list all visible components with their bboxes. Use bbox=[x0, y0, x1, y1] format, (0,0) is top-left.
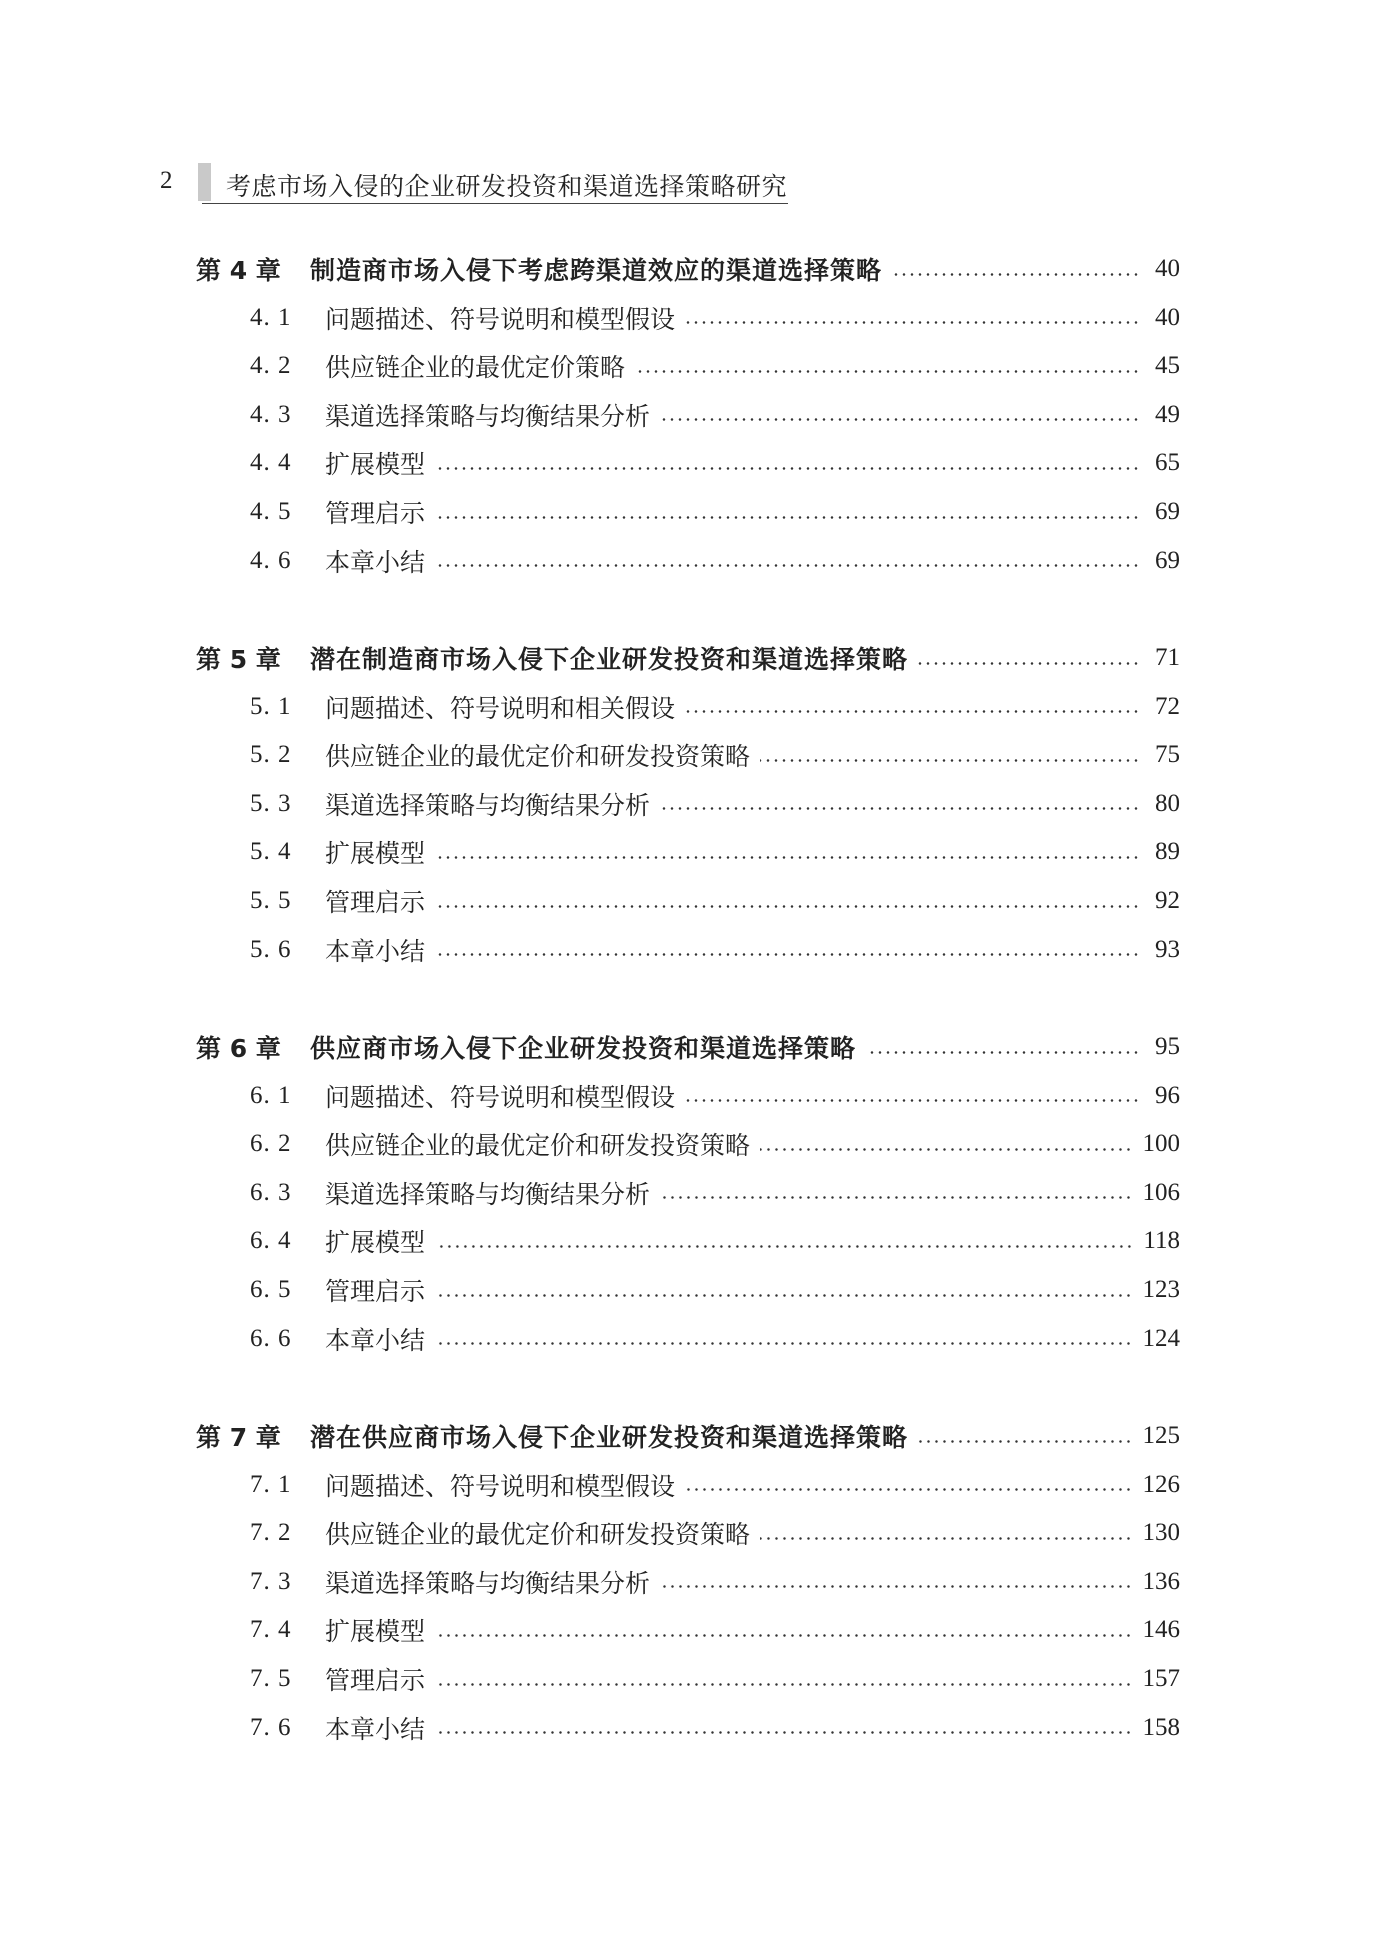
section-number: 6. 5 bbox=[250, 1276, 292, 1303]
section-entry[interactable] bbox=[250, 492, 1180, 532]
chapter-page-number: 71 bbox=[1155, 644, 1180, 671]
section-page-number: 126 bbox=[1142, 1470, 1180, 1498]
dot-leader bbox=[435, 564, 1140, 567]
section-title: 供应链企业的最优定价和研发投资策略 bbox=[325, 1520, 751, 1550]
section-title: 渠道选择策略与均衡结果分析 bbox=[325, 1179, 651, 1209]
section-number: 4. 5 bbox=[250, 498, 292, 525]
section-page-number: 124 bbox=[1142, 1324, 1180, 1352]
chapter-number: 第 5 章 bbox=[196, 645, 281, 674]
section-page-number: 146 bbox=[1142, 1616, 1180, 1644]
dot-leader bbox=[660, 807, 1140, 810]
section-entry[interactable] bbox=[250, 1124, 1180, 1164]
section-page-number: 123 bbox=[1142, 1276, 1180, 1303]
section-page-number: 89 bbox=[1155, 838, 1180, 866]
section-number: 6. 2 bbox=[250, 1130, 292, 1158]
chapter-page-number: 125 bbox=[1142, 1422, 1180, 1449]
chapter-page-number: 95 bbox=[1155, 1033, 1180, 1060]
dot-leader bbox=[435, 1245, 1133, 1248]
dot-leader bbox=[685, 710, 1140, 713]
section-title: 扩展模型 bbox=[325, 839, 426, 869]
section-entry[interactable] bbox=[250, 1319, 1180, 1359]
section-entry[interactable] bbox=[250, 1513, 1180, 1553]
section-title: 供应链企业的最优定价和研发投资策略 bbox=[325, 742, 751, 772]
section-page-number: 158 bbox=[1142, 1713, 1180, 1741]
section-title: 问题描述、符号说明和相关假设 bbox=[325, 693, 676, 723]
dot-leader bbox=[660, 1585, 1132, 1588]
section-title: 管理启示 bbox=[325, 1277, 426, 1306]
dot-leader bbox=[435, 1294, 1132, 1297]
section-title: 问题描述、符号说明和模型假设 bbox=[325, 304, 676, 334]
dot-leader bbox=[435, 1342, 1132, 1345]
section-title: 问题描述、符号说明和模型假设 bbox=[325, 1082, 676, 1112]
section-title: 问题描述、符号说明和模型假设 bbox=[325, 1471, 676, 1501]
dot-leader bbox=[435, 1634, 1132, 1637]
dot-leader bbox=[435, 516, 1140, 519]
section-page-number: 100 bbox=[1142, 1130, 1180, 1158]
section-title: 渠道选择策略与均衡结果分析 bbox=[325, 1568, 651, 1598]
section-entry[interactable] bbox=[250, 298, 1180, 338]
dot-leader bbox=[760, 759, 1140, 762]
section-number: 5. 4 bbox=[250, 838, 292, 866]
chapter-number: 第 6 章 bbox=[196, 1034, 281, 1063]
section-number: 6. 1 bbox=[250, 1081, 292, 1109]
section-entry[interactable] bbox=[250, 1659, 1180, 1699]
section-entry[interactable] bbox=[250, 881, 1180, 921]
section-title: 供应链企业的最优定价策略 bbox=[325, 353, 626, 383]
section-number: 6. 3 bbox=[250, 1178, 292, 1206]
dot-leader bbox=[760, 1148, 1132, 1151]
dot-leader bbox=[918, 1440, 1132, 1443]
dot-leader bbox=[435, 856, 1140, 859]
section-title: 本章小结 bbox=[325, 547, 426, 577]
section-page-number: 40 bbox=[1155, 303, 1180, 331]
chapter-number: 第 4 章 bbox=[196, 256, 281, 285]
dot-leader bbox=[435, 905, 1140, 908]
section-page-number: 118 bbox=[1143, 1227, 1180, 1255]
section-entry[interactable] bbox=[250, 832, 1180, 872]
section-number: 7. 3 bbox=[250, 1567, 292, 1595]
section-title: 本章小结 bbox=[325, 1325, 426, 1355]
section-number: 7. 4 bbox=[250, 1616, 292, 1644]
section-number: 7. 2 bbox=[250, 1519, 292, 1547]
dot-leader bbox=[685, 321, 1140, 324]
section-title: 扩展模型 bbox=[325, 1617, 426, 1647]
chapter-entry[interactable] bbox=[196, 1027, 1180, 1067]
section-number: 4. 4 bbox=[250, 449, 292, 477]
section-page-number: 93 bbox=[1155, 935, 1180, 963]
section-entry[interactable] bbox=[250, 1708, 1180, 1748]
dot-leader bbox=[685, 1488, 1132, 1491]
section-number: 6. 6 bbox=[250, 1324, 292, 1352]
section-entry[interactable] bbox=[250, 1562, 1180, 1602]
section-entry[interactable] bbox=[250, 735, 1180, 775]
section-number: 5. 5 bbox=[250, 887, 292, 914]
section-page-number: 106 bbox=[1142, 1178, 1180, 1206]
chapter-number: 第 7 章 bbox=[196, 1423, 281, 1452]
dot-leader bbox=[435, 467, 1140, 470]
section-title: 本章小结 bbox=[325, 936, 426, 966]
section-number: 5. 3 bbox=[250, 789, 292, 817]
dot-leader bbox=[685, 1099, 1140, 1102]
section-entry[interactable] bbox=[250, 395, 1180, 435]
section-page-number: 72 bbox=[1155, 692, 1180, 720]
section-entry[interactable] bbox=[250, 1076, 1180, 1116]
section-entry[interactable] bbox=[250, 1173, 1180, 1213]
section-page-number: 49 bbox=[1155, 400, 1180, 428]
dot-leader bbox=[760, 1537, 1132, 1540]
dot-leader bbox=[435, 1731, 1132, 1734]
section-title: 扩展模型 bbox=[325, 1228, 426, 1258]
section-page-number: 80 bbox=[1155, 789, 1180, 817]
section-number: 4. 6 bbox=[250, 546, 292, 574]
section-number: 5. 1 bbox=[250, 692, 292, 720]
section-entry[interactable] bbox=[250, 1465, 1180, 1505]
section-entry[interactable] bbox=[250, 1270, 1180, 1310]
chapter-title: 潜在供应商市场入侵下企业研发投资和渠道选择策略 bbox=[310, 1423, 909, 1452]
section-entry[interactable] bbox=[250, 930, 1180, 970]
dot-leader bbox=[435, 1683, 1132, 1686]
dot-leader bbox=[435, 953, 1140, 956]
dot-leader bbox=[866, 1051, 1140, 1054]
section-page-number: 75 bbox=[1155, 741, 1180, 769]
section-page-number: 69 bbox=[1155, 498, 1180, 525]
section-number: 7. 6 bbox=[250, 1713, 292, 1741]
section-entry[interactable] bbox=[250, 784, 1180, 824]
section-page-number: 65 bbox=[1155, 449, 1180, 477]
section-entry[interactable] bbox=[250, 443, 1180, 483]
section-page-number: 69 bbox=[1155, 546, 1180, 574]
section-page-number: 92 bbox=[1155, 887, 1180, 914]
dot-leader bbox=[892, 273, 1140, 276]
chapter-page-number: 40 bbox=[1155, 255, 1180, 282]
section-title: 渠道选择策略与均衡结果分析 bbox=[325, 401, 651, 431]
section-page-number: 157 bbox=[1142, 1665, 1180, 1692]
section-page-number: 130 bbox=[1142, 1519, 1180, 1547]
chapter-title: 供应商市场入侵下企业研发投资和渠道选择策略 bbox=[310, 1034, 857, 1063]
chapter-entry[interactable] bbox=[196, 1416, 1180, 1456]
section-number: 4. 3 bbox=[250, 400, 292, 428]
chapter-entry[interactable] bbox=[196, 249, 1180, 289]
section-title: 管理启示 bbox=[325, 888, 426, 917]
section-entry[interactable] bbox=[250, 541, 1180, 581]
section-title: 扩展模型 bbox=[325, 450, 426, 480]
dot-leader bbox=[660, 1196, 1132, 1199]
section-entry[interactable] bbox=[250, 1221, 1180, 1261]
section-number: 5. 2 bbox=[250, 741, 292, 769]
chapter-entry[interactable] bbox=[196, 638, 1180, 678]
dot-leader bbox=[635, 370, 1140, 373]
section-entry[interactable] bbox=[250, 1610, 1180, 1650]
section-page-number: 96 bbox=[1155, 1081, 1180, 1109]
section-title: 供应链企业的最优定价和研发投资策略 bbox=[325, 1131, 751, 1161]
section-title: 渠道选择策略与均衡结果分析 bbox=[325, 790, 651, 820]
section-page-number: 136 bbox=[1142, 1567, 1180, 1595]
section-number: 6. 4 bbox=[250, 1227, 292, 1255]
chapter-title: 制造商市场入侵下考虑跨渠道效应的渠道选择策略 bbox=[310, 256, 883, 285]
section-title: 本章小结 bbox=[325, 1714, 426, 1744]
page-number: 2 bbox=[160, 167, 173, 194]
section-number: 5. 6 bbox=[250, 935, 292, 963]
section-number: 7. 5 bbox=[250, 1665, 292, 1692]
dot-leader bbox=[660, 418, 1140, 421]
running-title: 考虑市场入侵的企业研发投资和渠道选择策略研究 bbox=[226, 172, 788, 201]
section-entry[interactable] bbox=[250, 346, 1180, 386]
chapter-title: 潜在制造商市场入侵下企业研发投资和渠道选择策略 bbox=[310, 645, 909, 674]
section-page-number: 45 bbox=[1155, 352, 1180, 380]
section-title: 管理启示 bbox=[325, 1666, 426, 1695]
section-number: 4. 1 bbox=[250, 303, 292, 331]
section-title: 管理启示 bbox=[325, 499, 426, 528]
section-number: 7. 1 bbox=[250, 1470, 292, 1498]
dot-leader bbox=[918, 662, 1140, 665]
section-number: 4. 2 bbox=[250, 352, 292, 380]
section-entry[interactable] bbox=[250, 687, 1180, 727]
